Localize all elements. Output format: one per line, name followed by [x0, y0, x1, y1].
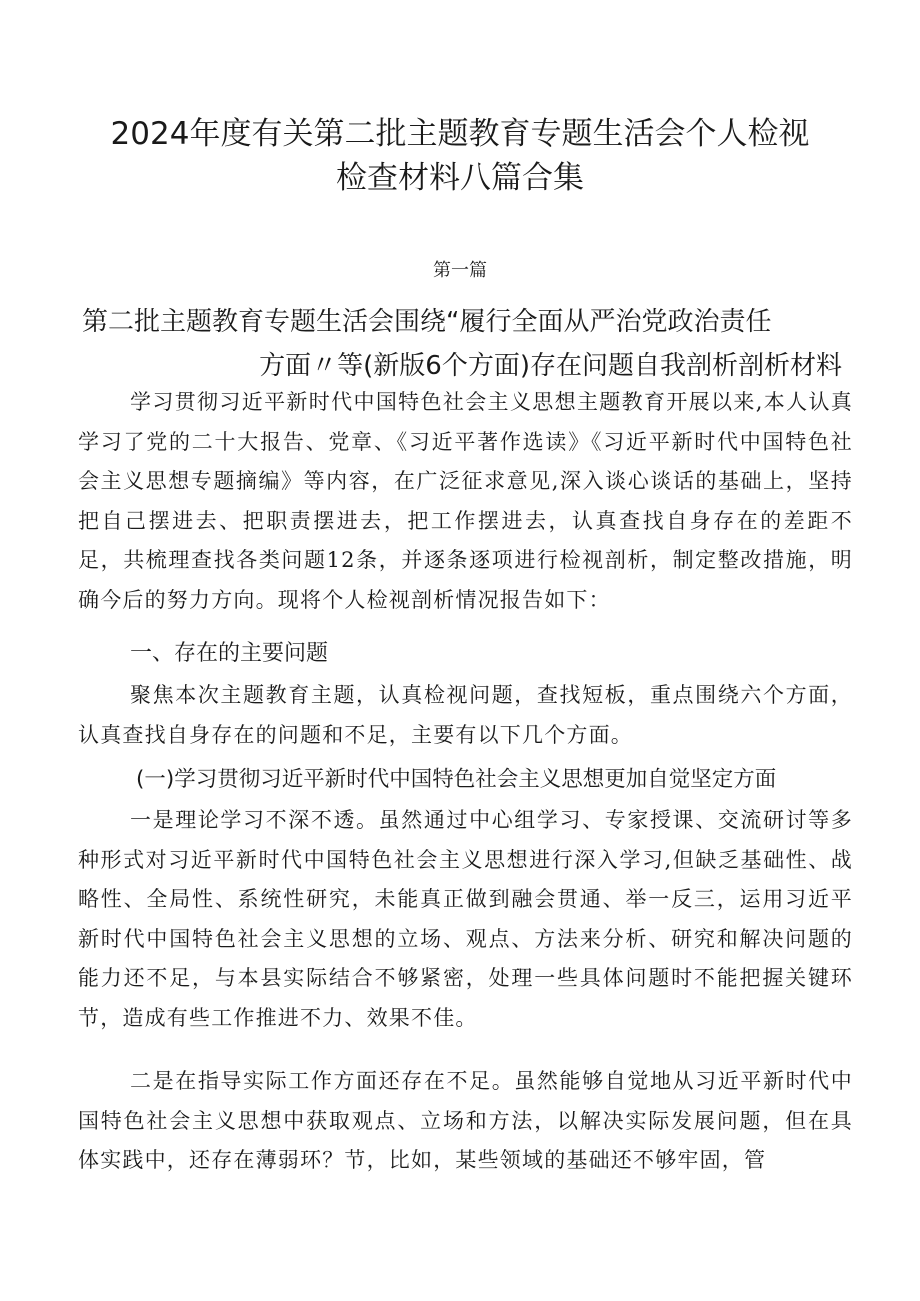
document-title: 2024年度有关第二批主题教育专题生活会个人检视检查材料八篇合集 [110, 116, 810, 196]
paragraph-overview: 聚焦本次主题教育主题，认真检视问题，查找短板，重点围绕六个方面，认真查找自身存在的问题和不足，主要有以下几个方面。 [78, 683, 853, 747]
heading-subsection-1: (一)学习贯彻习近平新时代中国特色社会主义思想更加自觉坚定方面 [136, 767, 777, 792]
paragraph-problem-2: 二是在指导实际工作方面还存在不足。虽然能够自觉地从习近平新时代中国特色社会主义思想中获取观点、立场和方法，以解决实际发展问题，但在具体实践中，还存在薄弱环？节，比如，某些领域的基础还不够牢固，管 [78, 1069, 853, 1172]
intro-paragraph: 学习贯彻习近平新时代中国特色社会主义思想主题教育开展以来,本人认真学习了党的二十大报告、党章、《习近平著作选读》《习近平新时代中国特色社会主义思想专题摘编》等内容，在广泛征求意见,深入谈心谈话的基础上，坚持把自己摆进去、把职责摆进去，把工作摆进去，认真查找自身存在的差距不足，共梳理查找各类问题12条，并逐条逐项进行检视剖析，制定整改措施，明确今后的努力方向。现将个人检视剖析情况报告如下： [78, 390, 853, 612]
section-title-line-1: 第二批主题教育专题生活会围绕“履行全面从严治党政治责任 [82, 307, 772, 337]
heading-main-problems: 一、存在的主要问题 [130, 641, 329, 666]
section-title-line-2: 方面〃等(新版6个方面)存在问题自我剖析剖析材料 [259, 351, 842, 381]
chapter-label: 第一篇 [433, 260, 487, 281]
section-title [82, 300, 842, 388]
paragraph-problem-1: 一是理论学习不深不透。虽然通过中心组学习、专家授课、交流研讨等多种形式对习近平新时代中国特色社会主义思想进行深入学习,但缺乏基础性、战略性、全局性、系统性研究，未能真正做到融会贯通、举一反三，运用习近平新时代中国特色社会主义思想的立场、观点、方法来分析、研究和解决问题的能力还不足，与本县实际结合不够紧密，处理一些具体问题时不能把握关键环节，造成有些工作推进不力、效果不佳。 [78, 808, 853, 1030]
